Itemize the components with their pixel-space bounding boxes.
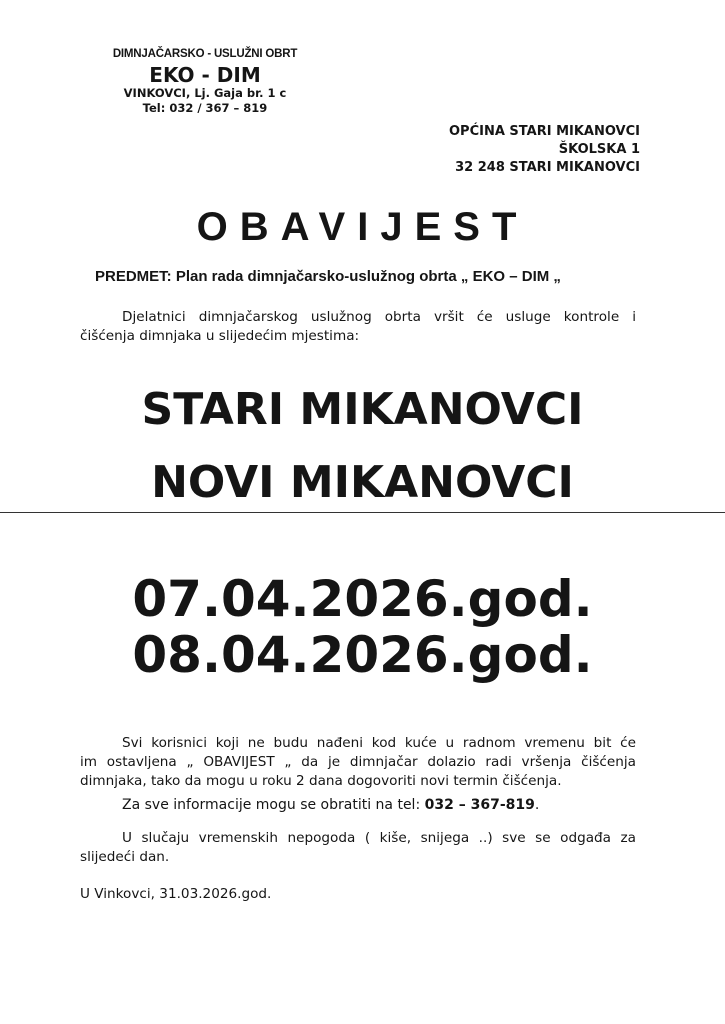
sender-type: DIMNJAČARSKO - USLUŽNI OBRT: [112, 48, 298, 60]
divider-line: [0, 512, 725, 513]
sender-letterhead: [90, 48, 320, 116]
subject-line: PREDMET: Plan rada dimnjačarsko-uslužnog obrta „ EKO – DIM „: [95, 268, 561, 285]
contact-text: Za sve informacije mogu se obratiti na tel:: [122, 797, 425, 813]
sender-address: VINKOVCI, Lj. Gaja br. 1 c: [123, 86, 287, 100]
sender-phone: Tel: 032 / 367 – 819: [142, 101, 268, 115]
contact-phone: 032 – 367-819: [424, 797, 535, 813]
sender-name: EKO - DIM: [149, 63, 261, 87]
recipient-line: ŠKOLSKA 1: [558, 142, 640, 157]
contact-line: [122, 797, 539, 813]
place-name: STARI MIKANOVCI: [141, 384, 584, 435]
text-line: dimnjaka, tako da mogu u roku 2 dana dogovoriti novi termin čišćenja.: [80, 773, 562, 789]
date: 08.04.2026.god.: [132, 626, 593, 684]
text-line: Svi korisnici koji ne budu nađeni kod kuće u radnom vremenu bit će: [122, 735, 636, 751]
recipient-line: OPĆINA STARI MIKANOVCI: [448, 124, 640, 139]
text-line: slijedeći dan.: [80, 849, 170, 865]
recipient-address: [449, 123, 640, 177]
text-line: im ostavljena „ OBAVIJEST „ da je dimnjačar dolazio radi vršenja čišćenja: [80, 754, 636, 770]
text-line: Djelatnici dimnjačarskog uslužnog obrta vršit će usluge kontrole i: [122, 309, 636, 325]
place-name: NOVI MIKANOVCI: [151, 457, 574, 508]
text-line: U slučaju vremenskih nepogoda ( kiše, snijega ..) sve se odgađa za: [122, 830, 636, 846]
text-line: čišćenja dimnjaka u slijedećim mjestima:: [80, 328, 360, 344]
document-title: OBAVIJEST: [196, 205, 529, 249]
date: 07.04.2026.god.: [132, 570, 593, 628]
contact-end: .: [534, 797, 540, 813]
weather-paragraph: [80, 829, 636, 867]
intro-paragraph: [80, 308, 636, 346]
signoff: U Vinkovci, 31.03.2026.god.: [80, 886, 272, 902]
notice-paragraph: [80, 734, 636, 791]
recipient-line: 32 248 STARI MIKANOVCI: [455, 160, 640, 175]
